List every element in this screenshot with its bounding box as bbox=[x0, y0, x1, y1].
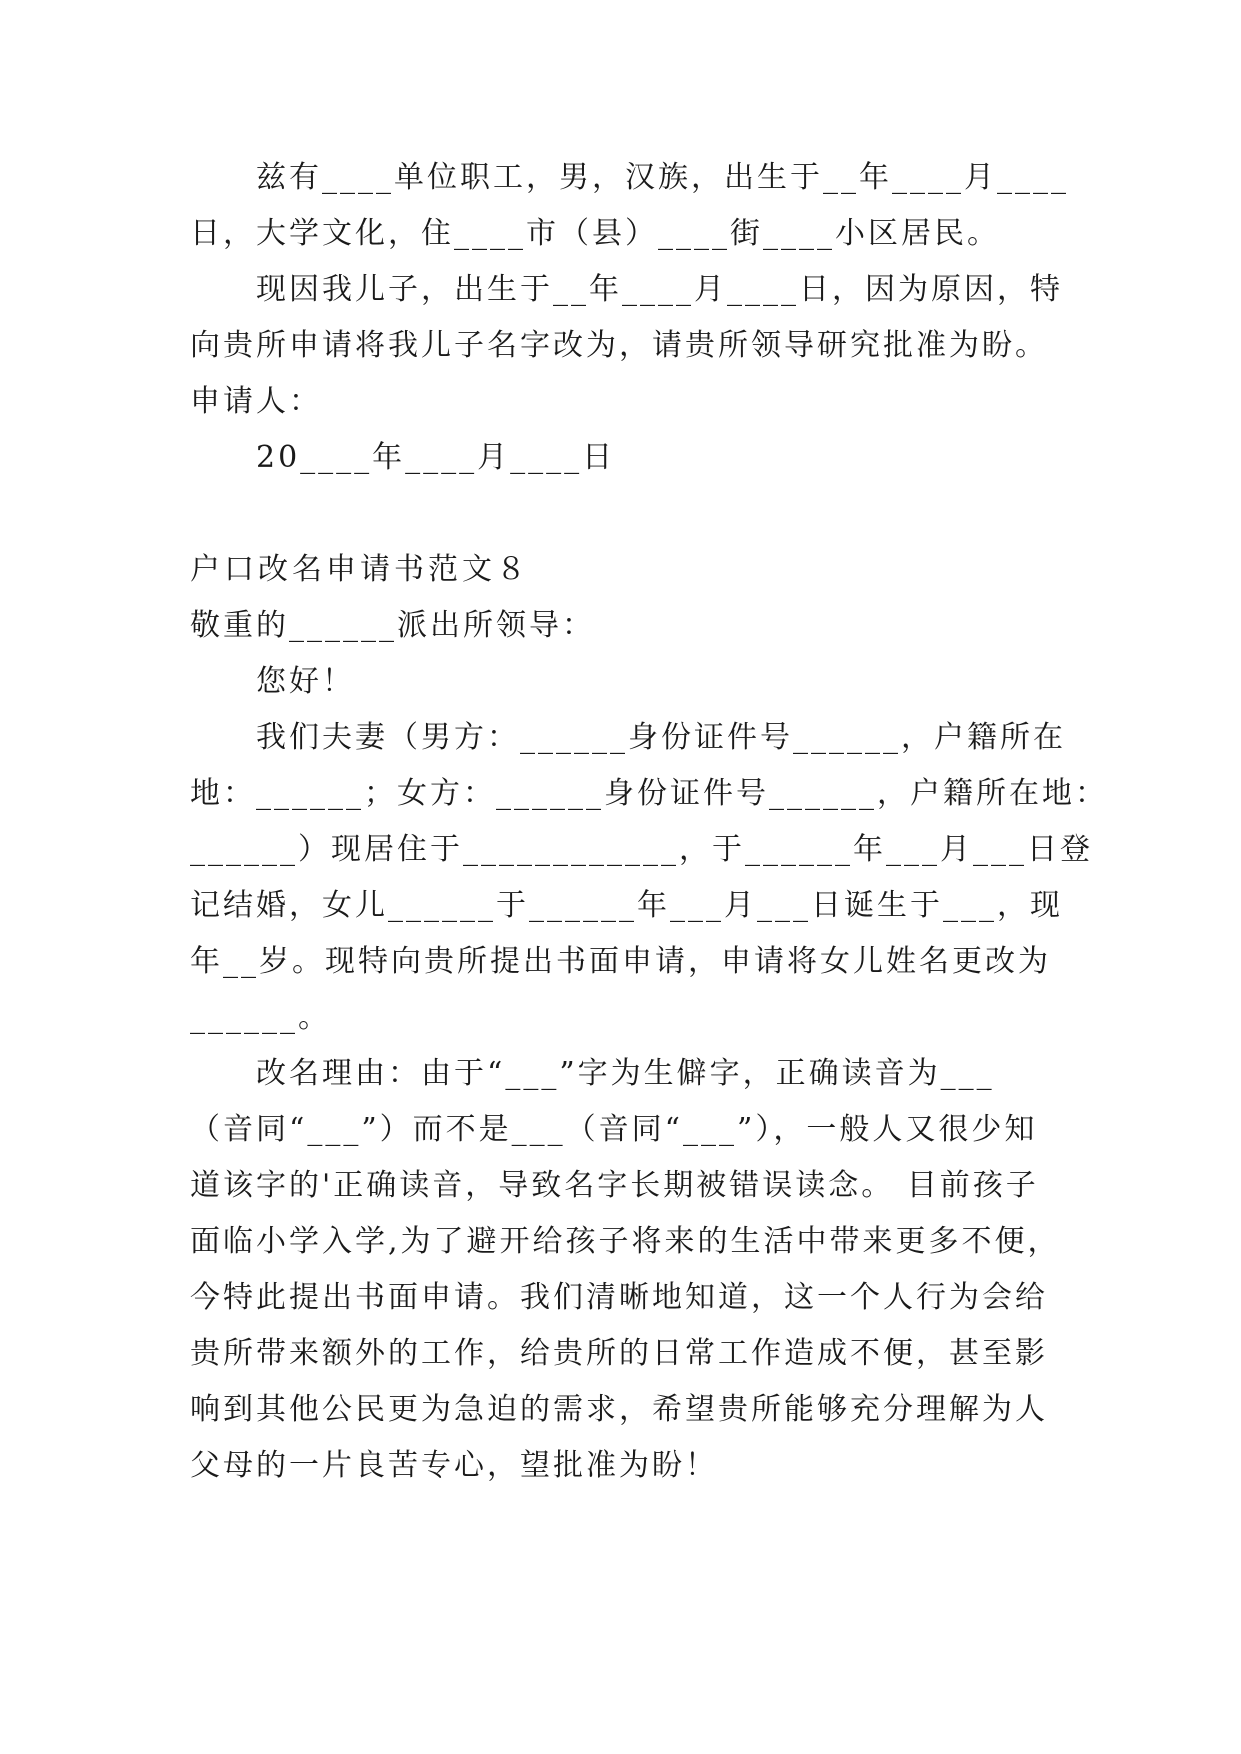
paragraph-line: ______）现居住于____________，于______年___月___日登 bbox=[190, 832, 1093, 867]
paragraph-line: （音同“___”）而不是___（音同“___”），一般人又很少知 bbox=[190, 1112, 1038, 1147]
paragraph-line: 响到其他公民更为急迫的需求，希望贵所能够充分理解为人 bbox=[190, 1392, 1048, 1427]
paragraph-line: 今特此提出书面申请。我们清晰地知道，这一个人行为会给 bbox=[190, 1280, 1048, 1315]
paragraph-line: 贵所带来额外的工作，给贵所的日常工作造成不便，甚至影 bbox=[190, 1336, 1048, 1371]
salutation: 敬重的______派出所领导： bbox=[190, 608, 595, 643]
section-title: 户口改名申请书范文８ bbox=[190, 552, 530, 587]
spacer bbox=[190, 486, 1070, 542]
paragraph-line: 地：______；女方：______身份证件号______，户籍所在地： bbox=[190, 776, 1108, 811]
paragraph-line: 面临小学入学,为了避开给孩子将来的生活中带来更多不便， bbox=[190, 1224, 1061, 1259]
paragraph-line: 向贵所申请将我儿子名字改为，请贵所领导研究批准为盼。 bbox=[190, 328, 1048, 363]
paragraph-line: ______。 bbox=[190, 1000, 331, 1035]
signature-label: 申请人： bbox=[190, 384, 322, 419]
paragraph-line: 年__岁。现特向贵所提出书面申请，申请将女儿姓名更改为 bbox=[190, 944, 1051, 979]
paragraph-line: 父母的一片良苦专心，望批准为盼！ bbox=[190, 1448, 718, 1483]
paragraph-line: 道该字的'正确读音，导致名字长期被错误读念。 目前孩子 bbox=[190, 1168, 1039, 1203]
date-line: 20____年____月____日 bbox=[256, 440, 616, 475]
paragraph-line: 兹有____单位职工，男，汉族，出生于__年____月____ bbox=[256, 160, 1069, 195]
paragraph-line: 日，大学文化，住____市（县）____街____小区居民。 bbox=[190, 216, 1000, 251]
paragraph-line: 记结婚，女儿______于______年___月___日诞生于___，现 bbox=[190, 888, 1063, 923]
greeting: 您好！ bbox=[256, 664, 355, 699]
paragraph-line: 现因我儿子，出生于__年____月____日，因为原因，特 bbox=[256, 272, 1063, 307]
paragraph-line: 改名理由：由于“___”字为生僻字，正确读音为___ bbox=[256, 1056, 995, 1091]
document-page bbox=[190, 150, 1108, 1494]
paragraph-line: 我们夫妻（男方：______身份证件号______，户籍所在 bbox=[256, 720, 1066, 755]
